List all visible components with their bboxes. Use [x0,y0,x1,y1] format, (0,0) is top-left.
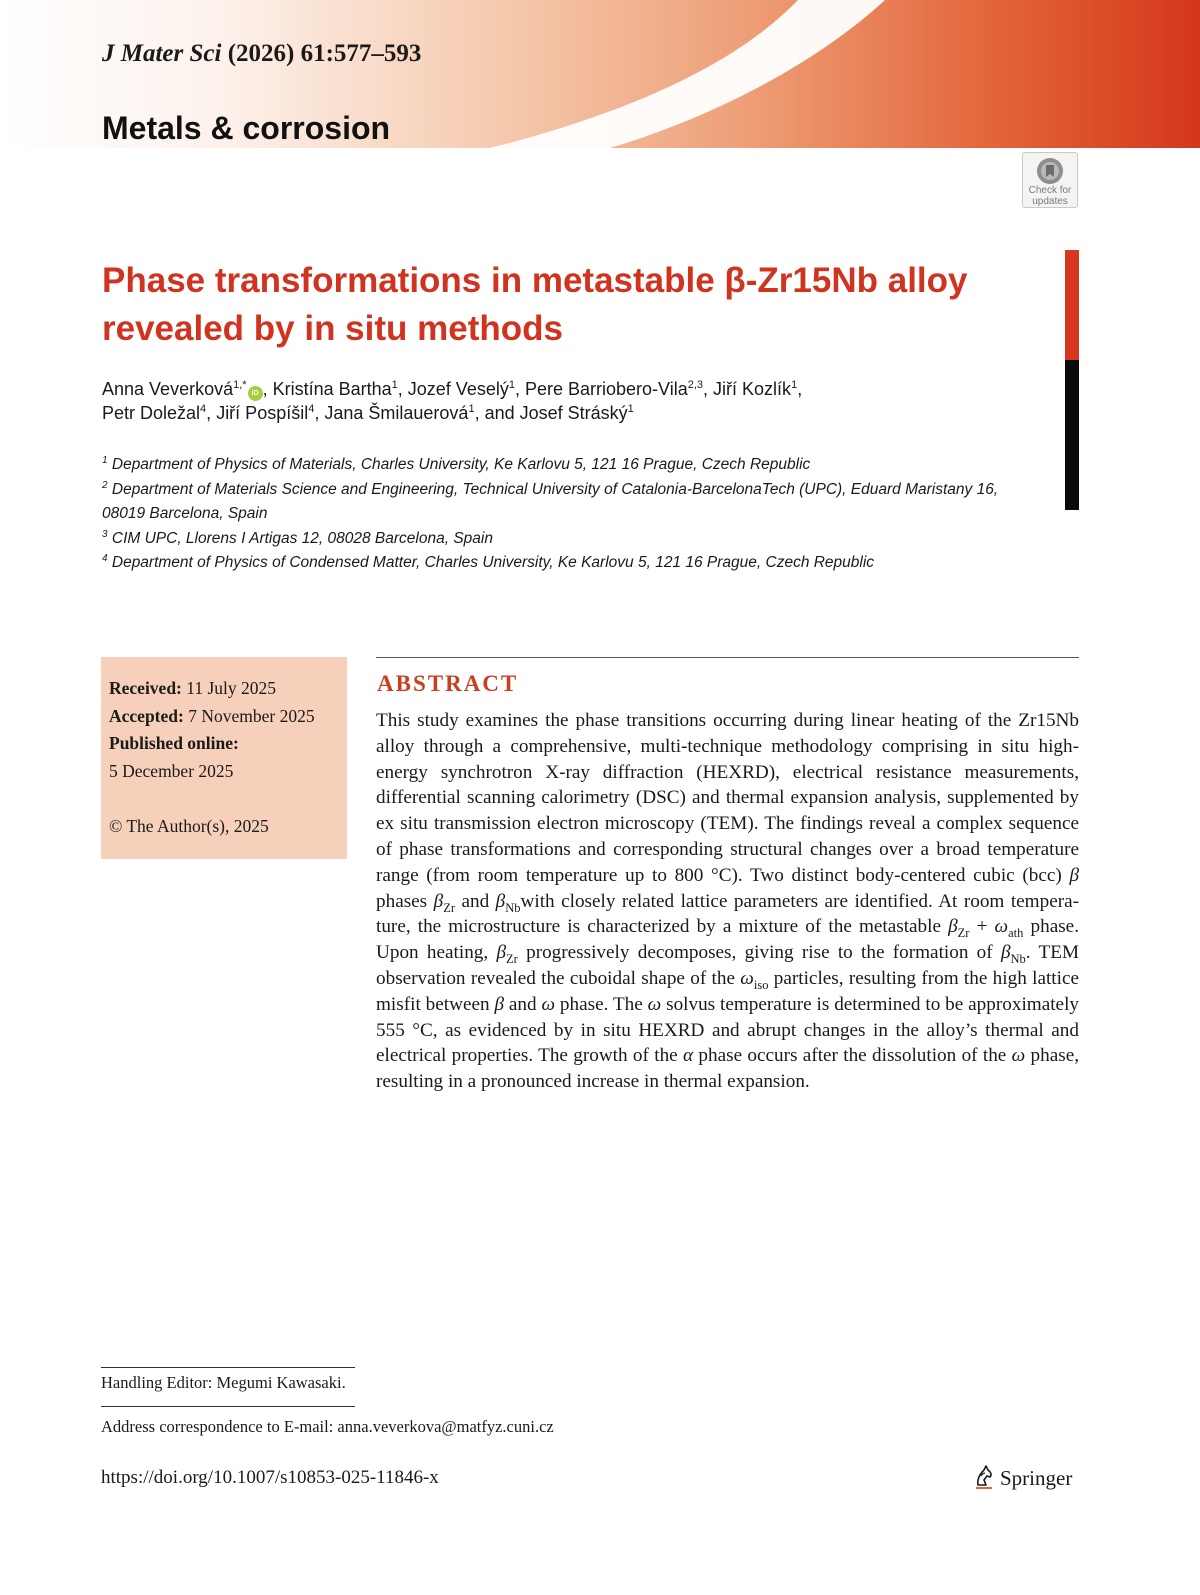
paper-title-line2: revealed by in situ methods [102,309,563,348]
correspondence-email[interactable]: Address correspondence to E-mail: anna.veverkova@matfyz.cuni.cz [101,1417,554,1436]
affiliation-number: 2 [102,479,108,491]
abstract-text: phase. Upon heating, [376,916,1079,964]
abstract-text: phase, resulting in a pronounced increase in thermal expansion. [376,1045,1080,1093]
side-accent-bar-red [1065,250,1079,360]
abstract-text: and [455,890,496,912]
symbol-beta: β [1069,864,1079,886]
author-affil-sup: 1 [627,403,634,415]
journal-name: J Mater Sci [102,40,222,67]
symbol-alpha: α [683,1045,694,1067]
author-affil-sup: 1 [508,379,515,391]
doi-link[interactable]: https://doi.org/10.1007/s10853-025-11846-x [101,1467,439,1488]
subscript-zr: Zr [443,900,456,915]
symbol-omega: ω [740,967,754,989]
author-name[interactable]: Josef Stráský [519,403,628,423]
accepted-date [109,703,347,731]
author-affil-sup: 1,* [233,379,247,391]
affiliation-number: 4 [102,553,108,565]
accepted-label: Accepted: [109,705,184,726]
author-name[interactable]: Jana Šmilauerová [324,403,469,423]
spacer [109,785,347,813]
author-list: Anna Veverková$^{1,*}$iD , Kristína Bartha$^1$, Jozef Veselý$^1$, Pere Barriobero-Vila$^{2,3}$, Jiří Kozlík$^1$, Petr Doležal$^4$, Jiří Pospíšil$^4$, Jana Šmilauerová$^1$, and Josef Stráský$^1$ [102,379,803,423]
citation-info: (2026) 61:577–593 [227,40,422,67]
author-name[interactable]: Kristína Bartha [272,379,392,399]
affiliation-text: Department of Materials Science and Engineering, Technical University of Catalonia-BarcelonaTech (UPC), Eduard Maristany 16, [111,480,999,498]
affiliation-item [102,551,1042,576]
journal-citation [102,40,421,68]
footnote-divider [101,1367,355,1368]
symbol-omega: ω [541,993,556,1015]
author-name[interactable]: Pere Barriobero-Vila [524,379,688,399]
published-label-row [109,730,347,758]
symbol-beta: β [494,993,505,1015]
publisher-logo[interactable] [972,1464,1072,1491]
abstract-text: particles, resulting from the high lattice misfit between [376,967,1079,1015]
abstract-text: solvus temperature is determined to be approximately 555 °C, as evidenced by in situ HEXRD and abrupt changes in the alloy’s thermal and electrical properties. The growth of the [376,993,1079,1067]
abstract-text: phases [376,890,434,912]
orcid-icon[interactable]: iD [248,386,263,401]
abstract-text: progressively decomposes, giving rise to the formation of [517,942,1001,964]
footnote-divider [101,1406,355,1407]
affiliation-list [102,453,1042,576]
subscript-nb: Nb [505,900,521,915]
abstract-divider [376,657,1079,658]
affiliation-text: Department of Physics of Materials, Charles University, Ke Karlovu 5, 121 16 Prague, Czech Republic [111,456,811,473]
affiliation-number: 3 [102,528,108,540]
accepted-value: 7 November 2025 [188,705,315,726]
author-affil-sup: 2,3 [687,379,704,391]
springer-horse-icon [972,1464,996,1490]
author-name[interactable]: Petr Doležal [102,403,201,423]
check-updates-line1: Check for [1028,185,1072,196]
abstract-heading: ABSTRACT [377,671,519,696]
copyright-notice: © The Author(s), 2025 [109,816,269,836]
subscript-zr: Zr [957,926,970,941]
symbol-omega: ω [1011,1045,1026,1067]
received-date [109,675,347,703]
publication-dates-box [101,657,347,859]
author-affil-sup: 1 [791,379,798,391]
abstract-body [376,708,1079,1095]
received-label: Received: [109,678,182,698]
abstract-text: phase. The [555,993,648,1015]
affiliation-text: Department of Physics of Condensed Matter, Charles University, Ke Karlovu 5, 121 16 Prague, Czech Republic [111,554,875,572]
affiliation-item [102,527,1042,552]
handling-editor-note: Handling Editor: Megumi Kawasaki. [101,1373,346,1392]
symbol-beta: β [495,890,506,912]
check-for-updates-button[interactable] [1022,152,1078,208]
abstract-text: phase occurs after the dissolution of the [693,1045,1012,1067]
author-affil-sup: 4 [308,403,315,415]
subscript-iso: iso [753,977,769,992]
symbol-omega: ω [994,916,1009,938]
published-date: 5 December 2025 [109,760,234,781]
check-updates-line2: updates [1032,196,1068,207]
publisher-name: Springer [1000,1466,1073,1490]
author-affil-sup: 4 [200,403,207,415]
affiliation-text-continued: 08019 Barcelona, Spain [102,505,268,523]
abstract-text: and [504,993,542,1015]
affiliation-item [102,453,1042,478]
author-name[interactable]: Jiří Pospíšil [216,403,309,423]
published-label: Published online: [109,733,239,753]
bookmark-icon [1035,157,1065,185]
subscript-zr: Zr [506,952,518,966]
symbol-beta: β [496,942,507,964]
abstract-text: This study examines the phase transitions occurring during linear heating of the Zr15Nb alloy through a comprehensive, multi-technique methodology comprising in situ high-energy synchrotron X-ray diffraction (HEXRD), electrical resistance measurements, differential scanning calorimetry (DSC) and thermal expansion analysis, supplemented by ex situ transmission electron microscopy (TEM). The findings reveal a complex sequence of phase transformations and corresponding structural changes over a broad temperature range (from room temperature up to 800 °C). Two distinct body-centered cubic (bcc) [376,710,1079,886]
abstract-text: . TEM observation revealed the cuboidal shape of the [376,942,1079,989]
author-name[interactable]: Anna Veverková [102,379,234,399]
affiliation-text: CIM UPC, Llorens I Artigas 12, 08028 Barcelona, Spain [111,529,493,547]
subscript-ath: ath [1008,926,1024,941]
side-accent-bar-black [1065,360,1079,510]
symbol-omega: ω [647,993,662,1015]
author-affil-sup: 1 [468,403,475,415]
symbol-beta: β [433,890,444,912]
subscript-nb: Nb [1010,952,1026,966]
affiliation-number: 1 [102,454,108,466]
affiliation-item [102,478,1042,527]
paper-title [102,257,1042,353]
section-label: Metals & corrosion [102,110,391,146]
author-name[interactable]: Jiří Kozlík [713,379,792,399]
symbol-beta: β [948,916,958,938]
abstract-text: with closely related lattice parameters are identified. At room temperature, the microstructure is characterized by a mixture of the metastable [376,890,1080,938]
author-affil-sup: 1 [391,379,398,391]
paper-title-line1: Phase transformations in metastable β-Zr15Nb alloy [102,261,968,300]
author-name[interactable]: Jozef Veselý [407,379,509,399]
symbol-beta: β [1000,942,1011,964]
received-value: 11 July 2025 [186,678,277,698]
abstract-text: + [969,916,995,938]
